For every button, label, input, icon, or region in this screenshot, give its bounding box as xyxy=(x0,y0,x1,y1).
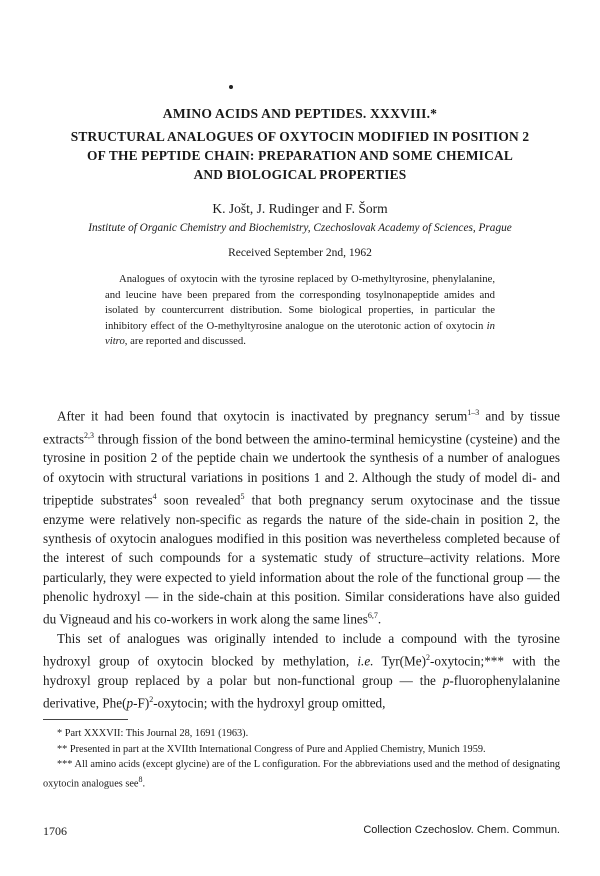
text-run: This set of analogues was originally intended to include a compound with the tyrosine hydroxyl group of oxytocin blocked by methylation, xyxy=(43,630,560,669)
text-run: and by tissue extracts xyxy=(43,408,560,447)
text-run: through fission of the bond between the amino-terminal hemicystine (cysteine) and the tyrosine in position 2 of the peptide chain we undertook the synthesis of a number of analogues of oxytocin with structural variations in positions 1 and 2. Although the study of model di- and tripeptide substrates xyxy=(43,431,560,508)
text-run: soon revealed xyxy=(156,492,241,508)
citation-ref: 1–3 xyxy=(467,408,480,417)
italic-text: p xyxy=(442,672,450,688)
text-run: After it had been found that oxytocin is inactivated by pregnancy serum xyxy=(57,408,468,424)
footnote-1: * Part XXXVII: This Journal 28, 1691 (1963). xyxy=(57,728,249,739)
series-title: AMINO ACIDS AND PEPTIDES. XXXVIII.* xyxy=(162,106,438,121)
citation-ref: 5 xyxy=(240,491,245,501)
page-number: 1706 xyxy=(43,824,67,838)
journal-name: Collection Czechoslov. Chem. Commun. xyxy=(363,824,560,836)
title-line-2: OF THE PEPTIDE CHAIN: PREPARATION AND SOME CHEMICAL xyxy=(87,148,513,163)
footnote-divider xyxy=(43,719,128,720)
article-title-block xyxy=(20,106,580,184)
text-run: -fluorophenylalanine derivative, Phe( xyxy=(43,672,560,711)
citation-ref: 4 xyxy=(152,491,157,501)
text-run: -oxytocin;*** with the hydroxyl group replaced by a polar but non-functional group — the xyxy=(43,653,560,688)
italic-text: i.e. xyxy=(357,653,374,669)
position-superscript: 2 xyxy=(425,653,430,663)
italic-text: in vitro xyxy=(105,319,495,347)
abstract: Analogues of oxytocin with the tyrosine replaced by O-methyltyrosine, phenylalanine, and leucine have been prepared from the corresponding tosylnonapeptide amides and isolated by countercurrent distribution. Some biological properties, in particular the inhibitory effect of the O-methyltyrosine analogue on the uterotonic action of oxytocin in vitro, are reported and discussed. xyxy=(105,273,495,347)
citation-ref: 2,3 xyxy=(84,430,95,440)
footnote-2: ** Presented in part at the XVIIth International Congress of Pure and Applied Chemistry, Munich 1959. xyxy=(57,743,486,755)
article-title xyxy=(20,127,580,184)
text-run: Tyr(Me) xyxy=(373,653,426,669)
author-list: K. Jošt, J. Rudinger and F. Šorm xyxy=(212,201,388,216)
paragraph-2 xyxy=(43,629,560,713)
citation-ref: 8 xyxy=(138,774,143,784)
text-run: -oxytocin; with the hydroxyl group omitted, xyxy=(153,695,386,711)
footnote-3 xyxy=(43,758,560,791)
citation-ref: 6,7 xyxy=(367,611,378,621)
bullet-mark xyxy=(229,85,233,89)
institution: Institute of Organic Chemistry and Biochemistry, Czechoslovak Academy of Sciences, Prague xyxy=(88,222,512,234)
text-run: . xyxy=(377,611,382,627)
title-line-1: STRUCTURAL ANALOGUES OF OXYTOCIN MODIFIED IN POSITION 2 xyxy=(70,129,530,144)
received-date: Received September 2nd, 1962 xyxy=(228,247,372,259)
article-body xyxy=(43,403,560,713)
text-run: that both pregnancy serum oxytocinase and the tissue enzyme were relatively non-specific as regards the nature of the side-chain in position 2, the synthesis of oxytocin analogues modified in this position was nevertheless completed because of the interest of such compounds for a systematic study of structure–activity relations. More particularly, they were expected to yield information about the role of the functional group — the phenolic hydroxyl — in the side-chain at this position. Similar considerations have also guided du Vigneaud and his co-workers in work along the same lines xyxy=(43,492,560,627)
italic-text: p xyxy=(126,695,134,711)
footnotes xyxy=(43,727,560,792)
position-superscript: 2 xyxy=(149,695,154,705)
title-line-3: AND BIOLOGICAL PROPERTIES xyxy=(193,167,407,182)
text-run: *** All amino acids (except glycine) are of the L configuration. For the abbreviations used and the method of designating oxytocin analogues see xyxy=(43,759,560,789)
paragraph-1 xyxy=(43,403,560,629)
text-run: -F) xyxy=(133,695,150,711)
text-run: . xyxy=(142,777,146,789)
